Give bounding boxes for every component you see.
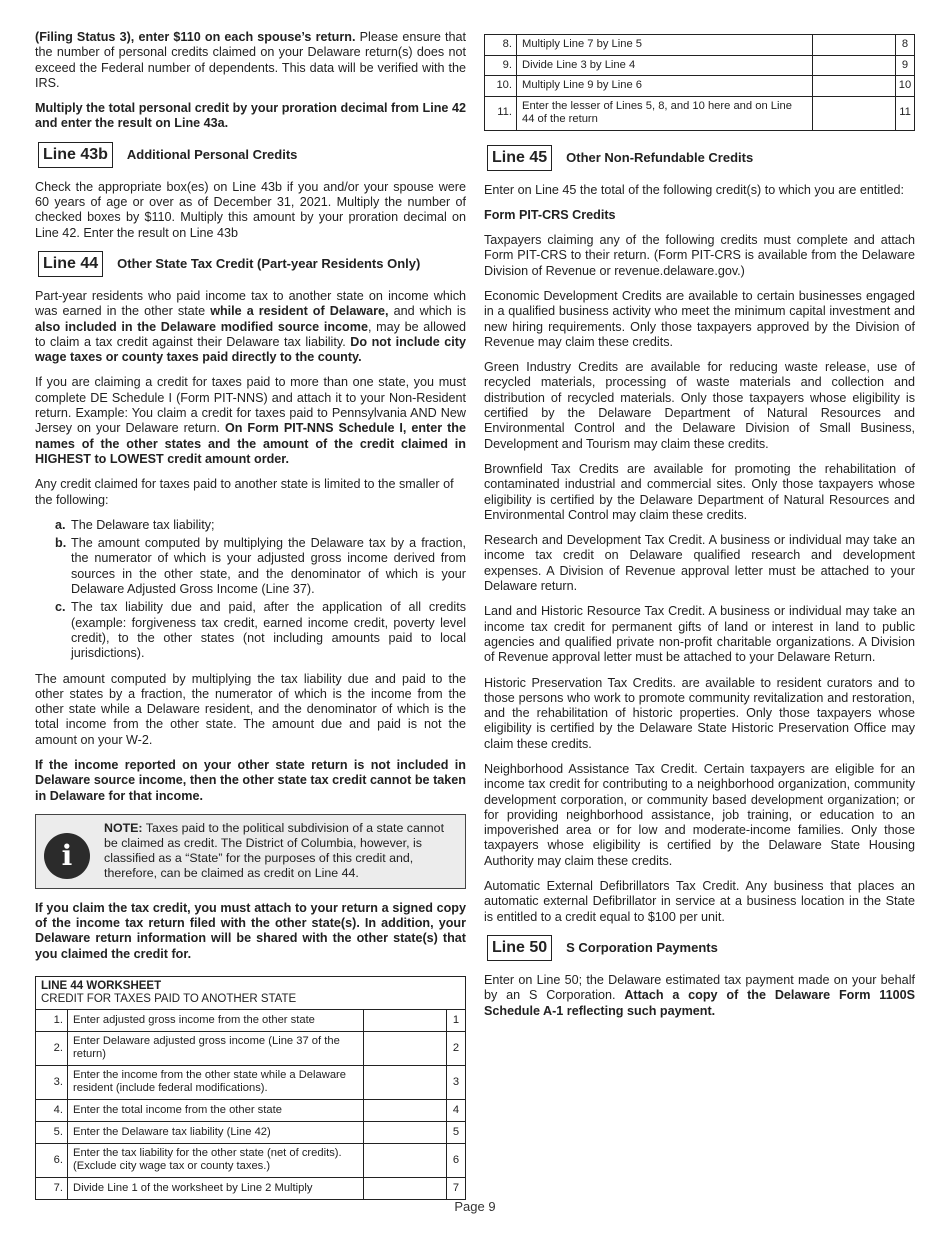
note-text [104,821,457,882]
line45-label: Line 45 [487,145,552,171]
line44-label: Line 44 [38,251,103,277]
amount-field[interactable] [364,1099,447,1121]
table-row [485,96,915,130]
credit-paragraph: Neighborhood Assistance Tax Credit. Certain taxpayers are eligible for an income tax credit for contributing to a neighborhood organization, community development corporation, or community based development organization; or for providing neighborhood assistance, job training, or education to an impoverished area or for low and moderate-income families. Only those taxpayers whose eligibility is certified by the Delaware State Housing Authority may claim these credits. [484,762,915,868]
intro-paragraph [35,30,466,91]
line44-paragraph-6 [35,901,466,962]
list-text: The amount computed by multiplying the Delaware tax by a fraction, the numerator of which is your adjusted gross income derived from sources in the other state, and the denominator of which is your Delaware Adjusted Gross Income (Line 37). [71,536,466,597]
credit-paragraph: Green Industry Credits are available for reducing waste release, use of recycled materials, processing of waste materials and collection and distribution of recycled materials. Only those taxpayers whose eligibility is certified by the Delaware Department of Natural Resources and Environmental Control and the Delaware Division of Small Business, Development and Tourism may claim these credits. [484,360,915,451]
amount-field[interactable] [364,1031,447,1065]
row-number: 4. [36,1099,68,1121]
row-ref: 11 [896,96,915,130]
row-text: Enter the income from the other state while a Delaware resident (include federal modifications). [68,1065,364,1099]
list-item [55,600,466,661]
row-ref: 4 [447,1099,466,1121]
bold-run: also included in the Delaware modified source income [35,319,368,334]
multiply-bold: Multiply the total personal credit by your proration decimal from Line 42 and enter the result on Line 43a. [35,101,466,131]
row-ref: 6 [447,1143,466,1177]
row-ref: 5 [447,1121,466,1143]
table-row [36,1143,466,1177]
line43b-header [35,142,466,168]
row-ref: 9 [896,55,915,76]
info-icon: i [44,833,90,879]
page-number: Page 9 [454,1199,496,1214]
worksheet-subtitle: CREDIT FOR TAXES PAID TO ANOTHER STATE [41,992,297,1005]
amount-field[interactable] [813,35,896,56]
line43b-paragraph: Check the appropriate box(es) on Line 43b if you and/or your spouse were 60 years of age or over as of December 31, 2021. Multiply the number of checked boxes by $110. Multiply this amount by your proration decimal on Line 42. Enter the result on Line 43b [35,179,466,240]
bold-run: Attach a copy of the Delaware Form 1100S Schedule A-1 reflecting such payment. [484,988,915,1018]
row-number: 2. [36,1031,68,1065]
row-text: Enter the total income from the other state [68,1099,364,1121]
amount-field[interactable] [364,1065,447,1099]
note-box [35,814,466,889]
table-row [36,1065,466,1099]
table-row [36,1177,466,1199]
note-label: NOTE: [104,820,143,835]
line44-header [35,251,466,277]
amount-field[interactable] [364,1009,447,1031]
credit-paragraph: Automatic External Defibrillators Tax Credit. Any business that places an automatic external Defibrillator in service at a business location in the State is entitled to a credit equal to $100 per unit. [484,879,915,924]
list-marker: c. [55,600,66,615]
row-text: Enter the lesser of Lines 5, 8, and 10 here and on Line 44 of the return [517,96,813,130]
row-number: 7. [36,1177,68,1199]
list-item [55,536,466,597]
line43b-label: Line 43b [38,142,113,168]
table-row [36,1009,466,1031]
credit-paragraph: Land and Historic Resource Tax Credit. A business or individual may take an income tax credit for permanent gifts of land or interest in land to public agencies and qualified private non-profit charitable organizations. A Division of Revenue approval letter must be attached to your Delaware Return. [484,604,915,665]
row-ref: 1 [447,1009,466,1031]
row-number: 3. [36,1065,68,1099]
line44-paragraph-1 [35,289,466,365]
table-row [36,1121,466,1143]
row-text: Multiply Line 7 by Line 5 [517,35,813,56]
row-number: 11. [485,96,517,130]
limit-list [35,518,466,662]
credit-paragraph: Brownfield Tax Credits are available for promoting the rehabilitation of contaminated industrial and commercial sites. Only those taxpayers whose eligibility is certified by the Delaware Department of Natural Resources and Environmental Control may claim these credits. [484,461,915,522]
amount-field[interactable] [364,1121,447,1143]
bold-run: Do not include city wage taxes or county taxes paid directly to the county. [35,334,466,365]
text-run: and which is [388,304,466,319]
line44-paragraph-2 [35,375,466,467]
line45-header [484,145,915,171]
text-run: Enter on Line 50; the Delaware estimated tax payment made on your behalf by an S Corporation. [484,972,915,1003]
credit-paragraph: Economic Development Credits are available to certain businesses engaged in a qualified business activity who meet the minimum capital investment and new hiring requirements. Only those taxpayers approved by the Division of Revenue may claim these credits. [484,288,915,349]
intro-bold: (Filing Status 3), enter $110 on each spouse’s return. [35,30,356,44]
line43b-title: Additional Personal Credits [126,147,298,163]
row-number: 1. [36,1009,68,1031]
right-column [484,34,915,1029]
row-ref: 8 [896,35,915,56]
bold-run: On Form PIT-NNS Schedule I, enter the names of the other states and the amount of the credit claimed in HIGHEST to LOWEST credit amount order. [35,421,466,466]
line50-header [484,935,915,961]
left-column [35,30,466,1200]
text-run: Part-year residents who paid income tax to another state on income which was earned in the other state [35,288,466,319]
row-ref: 7 [447,1177,466,1199]
bold-run: If you claim the tax credit, you must attach to your return a signed copy of the income tax return filed with the other state(s). In addition, your Delaware return information will be shared with the other state(s) that you claimed the credit for. [35,900,466,961]
list-text: The tax liability due and paid, after the application of all credits (example: forgiveness tax credit, earned income credit, poverty level credit), to the other states (not including amounts paid to local jurisdictions). [71,600,466,661]
credit-paragraph: Taxpayers claiming any of the following credits must complete and attach Form PIT-CRS to their return. (Form PIT-CRS is available from the Delaware Division of Revenue or revenue.delaware.gov.) [484,233,915,278]
text-run: , may be allowed to claim a tax credit against their Delaware tax liability. [35,319,466,349]
credit-paragraph: Research and Development Tax Credit. A business or individual may take an income tax credit on Delaware qualified research and development expenses. A Division of Revenue approval letter must be attached to your Delaware return. [484,533,915,594]
row-number: 5. [36,1121,68,1143]
row-ref: 2 [447,1031,466,1065]
line44-title: Other State Tax Credit (Part-year Residents Only) [117,256,421,272]
amount-field[interactable] [364,1143,447,1177]
line44-worksheet [35,976,466,1200]
table-row [485,35,915,56]
row-ref: 3 [447,1065,466,1099]
row-ref: 10 [896,76,915,97]
row-number: 8. [485,35,517,56]
line44-paragraph-5 [35,758,466,804]
note-body: Taxes paid to the political subdivision of a state cannot be claimed as credit. The District of Columbia, however, is classified as a “State” for the purposes of this credit and, therefore, can be claimed as credit on Line 44. [104,820,445,881]
row-text: Divide Line 1 of the worksheet by Line 2 Multiply [68,1177,364,1199]
list-marker: b. [55,536,67,551]
form-pit-crs-heading: Form PIT-CRS Credits [484,207,616,222]
line44-paragraph-4: The amount computed by multiplying the tax liability due and paid to the other states by a fraction, the numerator of which is the income from the other state while a Delaware resident, and the denominator of which is the total income from the other state. The amount due and paid is not the amount on your W-2. [35,671,466,747]
row-text: Multiply Line 9 by Line 6 [517,76,813,97]
row-number: 6. [36,1143,68,1177]
table-row [485,55,915,76]
credit-paragraph: Historic Preservation Tax Credits. are available to resident curators and to those persons who work to promote community revitalization and restoration, and the rehabilitation of historic properties. Only those taxpayers whose eligibility is certified by the Delaware State Historic Preservation Office may claim these credits. [484,675,915,751]
list-item [55,518,466,533]
amount-field[interactable] [813,55,896,76]
worksheet-header-row [36,976,466,1009]
row-text: Enter adjusted gross income from the other state [68,1009,364,1031]
row-text: Divide Line 3 by Line 4 [517,55,813,76]
line50-paragraph [484,973,915,1019]
table-row [36,1031,466,1065]
row-number: 10. [485,76,517,97]
row-text: Enter the Delaware tax liability (Line 42) [68,1121,364,1143]
line44-paragraph-3: Any credit claimed for taxes paid to another state is limited to the smaller of the following: [35,477,454,507]
amount-field[interactable] [364,1177,447,1199]
worksheet-header [36,976,466,1009]
amount-field[interactable] [813,96,896,130]
amount-field[interactable] [813,76,896,97]
list-marker: a. [55,517,66,532]
line45-title: Other Non-Refundable Credits [566,149,754,165]
bold-run: If the income reported on your other state return is not included in Delaware source income, then the other state tax credit cannot be taken in Delaware for that income. [35,757,466,803]
table-row [36,1099,466,1121]
text-run: If you are claiming a credit for taxes paid to more than one state, you must complete DE Schedule I (Form PIT-NNS) and attach it to your Non-Resident return. Example: You claim a credit for taxes paid to Pennsylvania AND New Jersey on your Delaware return. [35,375,466,436]
line50-title: S Corporation Payments [566,940,718,956]
table-row [485,76,915,97]
line44-worksheet-continued [484,34,915,131]
row-text: Enter Delaware adjusted gross income (Line 37 of the return) [68,1031,364,1065]
line50-label: Line 50 [487,935,552,961]
row-text: Enter the tax liability for the other state (net of credits). (Exclude city wage tax or county taxes.) [68,1143,364,1177]
worksheet-title: LINE 44 WORKSHEET [41,979,162,992]
bold-run: while a resident of Delaware, [210,304,389,319]
row-number: 9. [485,55,517,76]
multiply-instruction [35,101,466,132]
line45-paragraph: Enter on Line 45 the total of the following credit(s) to which you are entitled: [484,182,905,197]
list-text: The Delaware tax liability; [71,517,215,532]
intro-text: Please ensure that the number of personal credits claimed on your Delaware return(s) does not exceed the Federal number of dependents. This data will be verified with the IRS. [35,30,466,90]
